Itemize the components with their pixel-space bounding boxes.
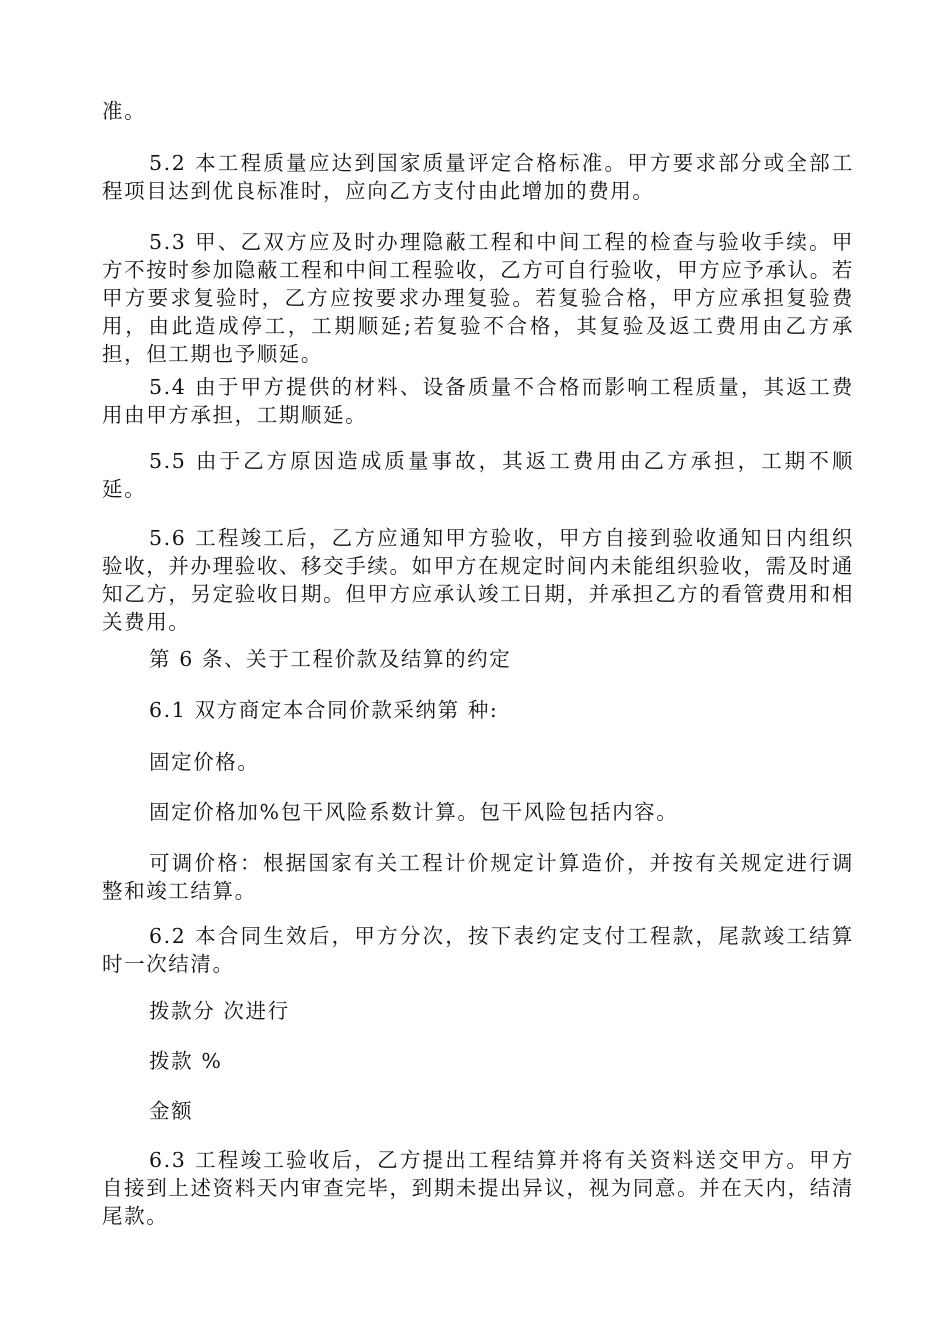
paragraph-5-2: 5.2 本工程质量应达到国家质量评定合格标准。甲方要求部分或全部工程项目达到优良标准时，应向乙方支付由此增加的费用。 <box>102 151 854 203</box>
payment-percentage: 拨款 % <box>149 1049 223 1073</box>
paragraph-continuation: 准。 <box>102 99 147 123</box>
payment-amount: 金额 <box>149 1099 194 1123</box>
paragraph-6-1: 6.1 双方商定本合同价款采纳第 种: <box>149 698 499 722</box>
option-fixed-price-risk: 固定价格加%包干风险系数计算。包干风险包括内容。 <box>149 800 679 824</box>
paragraph-6-3: 6.3 工程竣工验收后，乙方提出工程结算并将有关资料送交甲方。甲方自接到上述资料天内审查完毕，到期未提出异议，视为同意。并在天内，结清尾款。 <box>102 1148 854 1228</box>
paragraph-6-2: 6.2 本合同生效后，甲方分次，按下表约定支付工程款，尾款竣工结算时一次结清。 <box>102 924 854 976</box>
paragraph-5-4: 5.4 由于甲方提供的材料、设备质量不合格而影响工程质量，其返工费用由甲方承担，工期顺延。 <box>102 375 854 427</box>
payment-installments: 拨款分 次进行 <box>149 999 290 1023</box>
paragraph-5-3: 5.3 甲、乙双方应及时办理隐蔽工程和中间工程的检查与验收手续。甲方不按时参加隐蔽工程和中间工程验收，乙方可自行验收，甲方应予承认。若甲方要求复验时，乙方应按要求办理复验。若复验合格，甲方应承担复验费用，由此造成停工，工期顺延;若复验不合格，其复验及返工费用由乙方承担，但工期也予顺延。 <box>102 230 854 366</box>
option-fixed-price: 固定价格。 <box>149 750 260 774</box>
article-6-heading: 第 6 条、关于工程价款及结算的约定 <box>149 647 512 671</box>
option-adjustable-price: 可调价格：根据国家有关工程计价规定计算造价，并按有关规定进行调整和竣工结算。 <box>102 851 854 903</box>
paragraph-5-5: 5.5 由于乙方原因造成质量事故，其返工费用由乙方承担，工期不顺延。 <box>102 449 854 501</box>
paragraph-5-6: 5.6 工程竣工后，乙方应通知甲方验收，甲方自接到验收通知日内组织验收，并办理验收、移交手续。如甲方在规定时间内未能组织验收，需及时通知乙方，另定验收日期。但甲方应承认竣工日期，并承担乙方的看管费用和相关费用。 <box>102 526 854 634</box>
